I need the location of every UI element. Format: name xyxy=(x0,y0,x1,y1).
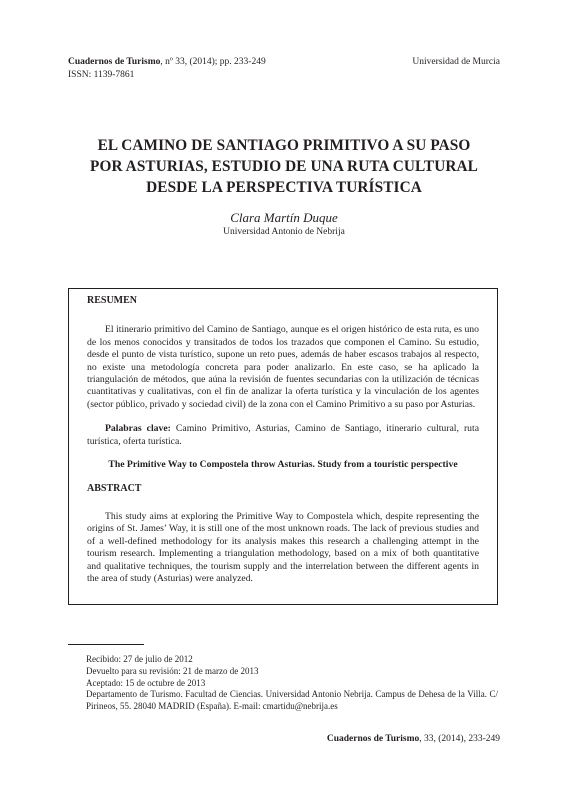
title-line-2: POR ASTURIAS, ESTUDIO DE UNA RUTA CULTURAL xyxy=(90,158,478,175)
title-line-1: EL CAMINO DE SANTIAGO PRIMITIVO A SU PASO xyxy=(97,137,471,154)
revised-date: Devuelto para su revisión: 21 de marzo de 2013 xyxy=(86,665,259,676)
footnote-divider xyxy=(68,644,144,645)
article-title xyxy=(68,135,500,198)
journal-citation xyxy=(68,56,266,69)
resumen-heading: RESUMEN xyxy=(87,295,138,306)
footnotes xyxy=(68,654,498,713)
resumen-text: El itinerario primitivo del Camino de Santiago, aunque es el origen histórico de esta ruta, es uno de los menos conocidos y transitados de todos los trazados que componen el Camino. Su estudio, desde el punto de vista turístico, supone un reto pues, además de haber escasos trabajos al respecto, no existe una metodología concreta para poder analizarlo. En este caso, se ha aplicado la triangulación de métodos, que aúna la revisión de fuentes secundarias con la utilización de técnicas cuantitativas y cualitativas, con el fin de analizar la oferta turística y la vinculación de los agentes (sector público, privado y sociedad civil) de la zona con el Camino Primitivo a su paso por Asturias. xyxy=(87,324,479,410)
title-line-3: DESDE LA PERSPECTIVA TURÍSTICA xyxy=(146,179,422,196)
journal-name: Cuadernos de Turismo xyxy=(68,57,161,67)
keywords xyxy=(87,423,479,448)
abstract-text: This study aims at exploring the Primitive Way to Compostela which, despite representing the origins of St. James’ Way, it is still one of the most unknown roads. The lack of previous studies and of a well-defined methodology for its analysis makes this research a challenging attempt in the tourism research. Implementing a triangulation methodology, based on a mix of both quantitative and qualitative techniques, the tourism supply and the interrelation between the different agents in the area of study (Asturias) were analyzed. xyxy=(87,510,479,584)
journal-header xyxy=(68,56,266,81)
author-name: Clara Martín Duque xyxy=(230,210,338,225)
keywords-label: Palabras clave: xyxy=(105,423,171,435)
keywords-text: Camino Primitivo, Asturias, Camino de Santiago, itinerario cultural, ruta turística, oferta turística. xyxy=(87,423,480,447)
footer-journal-name: Cuadernos de Turismo xyxy=(326,734,420,744)
received-date: Recibido: 27 de julio de 2012 xyxy=(86,654,193,664)
issn: ISSN: 1139-7861 xyxy=(68,69,135,80)
accepted-date: Aceptado: 15 de octubre de 2013 xyxy=(86,677,206,688)
english-title: The Primitive Way to Compostela throw Asturias. Study from a touristic perspective xyxy=(108,459,458,471)
abstract-box-content xyxy=(87,295,479,585)
author-affiliation: Universidad Antonio de Nebrija xyxy=(223,227,345,237)
abstract-box xyxy=(68,288,498,605)
publisher: Universidad de Murcia xyxy=(412,57,500,67)
page-footer xyxy=(327,733,500,745)
issue-pages: , nº 33, (2014); pp. 233-249 xyxy=(160,57,266,67)
author-address: Departamento de Turismo. Facultad de Ciencias. Universidad Antonio Nebrija. Campus de Dehesa de la Villa. C/ Pirineos, 55. 28040 MADRID (España). E-mail: cmartidu@nebrija.es xyxy=(86,689,498,712)
abstract-heading: ABSTRACT xyxy=(87,483,142,495)
footer-citation: , 33, (2014), 233-249 xyxy=(419,734,500,744)
